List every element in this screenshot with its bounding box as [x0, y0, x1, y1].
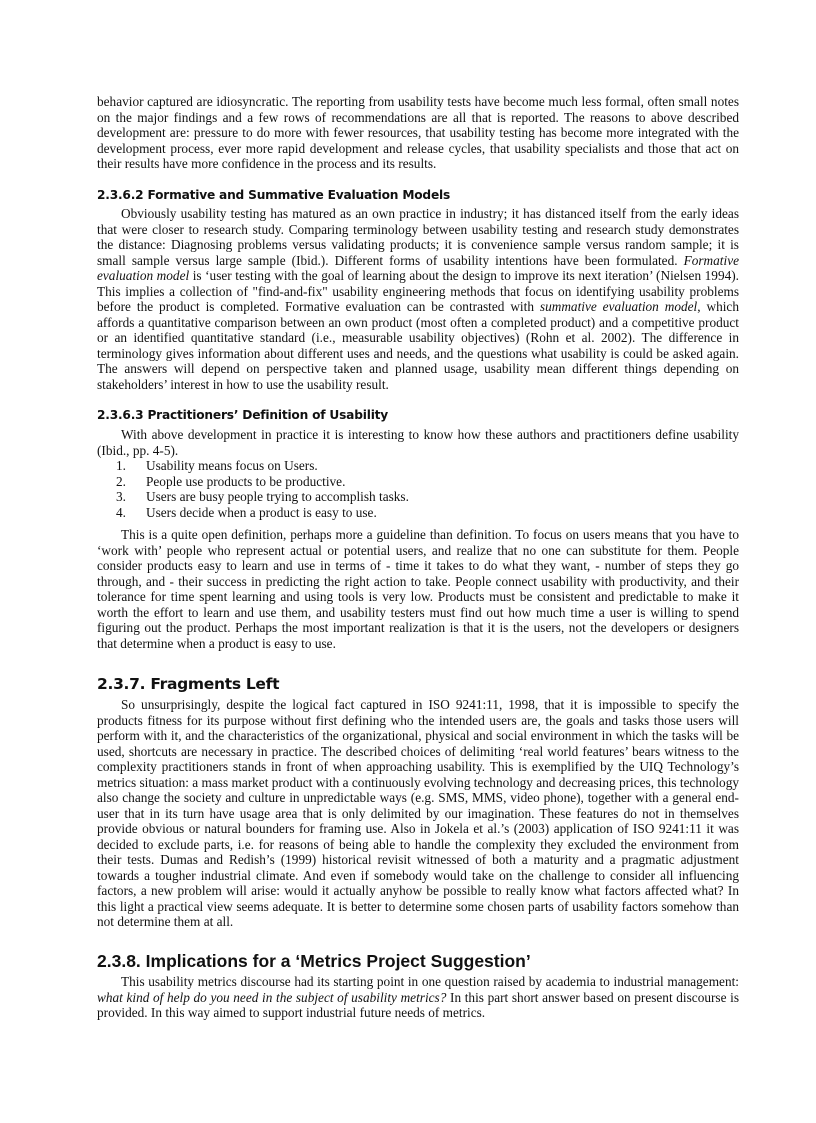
paragraph-intro: [97, 94, 739, 172]
paragraph: behavior captured are idiosyncratic. The reporting from usability tests have become much less formal, often small notes on the major findings and a few rows of recommendations are all that is reported. The reasons to above described development are: pressure to do more with fewer resources, that usability testing has become more integrated with the development process, ever more rapid development and release cycles, that usability specialists and those that act on their results have more confidence in the process and its results.: [97, 94, 739, 171]
list-item: [97, 489, 739, 505]
list-text: Usability means focus on Users.: [146, 458, 318, 473]
list-item: [97, 458, 739, 474]
section-heading: 2.3.6.3 Practitioners’ Definition of Usability: [97, 408, 389, 422]
paragraph: [97, 974, 739, 1021]
paragraph: With above development in practice it is interesting to know how these authors and practitioners define usability (Ibid., pp. 4-5).: [97, 427, 739, 458]
list-number: 1.: [116, 458, 126, 473]
list-item: [97, 474, 739, 490]
list-text: People use products to be productive.: [146, 473, 346, 489]
italic-term: summative evaluation model: [539, 299, 698, 314]
definition-list: [97, 458, 739, 520]
section-2-3-6-3: [97, 407, 739, 520]
italic-term: Formative evaluation model: [97, 252, 739, 283]
list-number: 2.: [116, 473, 126, 489]
section-heading: 2.3.8. Implications for a ‘Metrics Project Suggestion’: [97, 951, 531, 971]
text: This usability metrics discourse had its starting point in one question raised by academia to industrial management:: [121, 974, 739, 989]
list-item: [97, 505, 739, 521]
list-number: 3.: [116, 489, 126, 504]
section-heading: 2.3.6.2 Formative and Summative Evaluation Models: [97, 188, 451, 202]
italic-question: what kind of help do you need in the subject of usability metrics?: [97, 989, 447, 1005]
paragraph: [97, 206, 739, 392]
list-number: 4.: [116, 504, 126, 520]
text: Obviously usability testing has matured as an own practice in industry; it has distanced itself from the early ideas that were closer to research study. Comparing terminology between usability testing and research study demonstrates the distance: Diagnosing problems versus validating products; it is convenience sample versus random sample; it is small sample versus large sample (Ibid.). Different forms of usability intentions have been formulated.: [97, 206, 739, 268]
paragraph: This is a quite open definition, perhaps more a guideline than definition. To focus on users means that you have to ‘work with’ people who represent actual or potential users, and realize that no one can substitute for them. People consider products easy to learn and use in terms of - time it takes to do what they want, - number of steps they go through, and - their success in predicting the right action to take. People connect usability with productivity, and their tolerance for time spent learning and using tools is very low. Products must be consistent and predictable to make it worth the effort to learn and use them, and usability testers must find out how much time a user is willing to spend figuring out the product. Perhaps the most important realization is that it is the users, not the developers or designers that determine when a product is easy to use.: [97, 527, 739, 651]
section-2-3-6-3-body: [97, 527, 739, 651]
text: , which affords a quantitative comparison between an own product (most often a completed product) and a competitive product or an identified quantitative standard (i.e., measurable usability objectives) (Rohn et al. 2002). The difference in terminology gives information about different uses and needs, and the questions what usability is could be asked again. The answers will depend on perspective taken and planned usage, usability mean different things depending on stakeholders’ interest in how to use the usability result.: [97, 299, 739, 392]
section-2-3-7: [97, 674, 739, 930]
paragraph: So unsurprisingly, despite the logical fact captured in ISO 9241:11, 1998, that it is impossible to specify the products fitness for its purpose without first defining who the intended users are, the goals and tasks those users will perform with it, and the characteristics of the organizational, physical and social environment in which the tasks will be used, shortcuts are necessary in practice. The described choices of delimiting ‘real world features’ bears witness to the complexity practitioners stands in front of when approaching usability. This is exemplified by the UIQ Technology’s metrics situation: a mass market product with a continuously evolving technology and decreasing prices, this technology also change the society and culture in unpredictable ways (e.g. SMS, MMS, video phone), together with a general end-user that in its turn have usage area that is only delimited by our imagination. These features do not in themselves provide obvious or natural bounders for framing use. Also in Jokela et al.’s (2003) application of ISO 9241:11 it was decided to exclude parts, i.e. for reasons of being able to handle the complexity they excluded the environment from their tests. Dumas and Redish’s (1999) historical revisit witnessed of both a maturity and a pragmatic adjustment towards a tougher industrial climate. And even if somebody would take on the challenge to consider all influencing factors, a new problem will arise: would it actually anyhow be possible to really know what factors affected what? In this light a practical view seems adequate. It is better to determine some chosen parts of usability factors somehow than not determine them at all.: [97, 697, 739, 929]
section-2-3-6-2: [97, 187, 739, 392]
list-text: Users are busy people trying to accomplish tasks.: [146, 489, 409, 504]
text: is ‘user testing with the goal of learning about the design to improve its next iteration’ (Nielsen 1994). This implies a collection of "find-and-fix" usability engineering methods that focus on identifying usability problems before the product is completed. Formative evaluation can be contrasted with: [97, 268, 739, 314]
section-2-3-8: [97, 951, 739, 1021]
text: In this part short answer based on present discourse is provided. In this way aimed to support industrial future needs of metrics.: [97, 989, 739, 1020]
list-text: Users decide when a product is easy to use.: [146, 504, 377, 520]
section-heading: 2.3.7. Fragments Left: [97, 675, 280, 693]
